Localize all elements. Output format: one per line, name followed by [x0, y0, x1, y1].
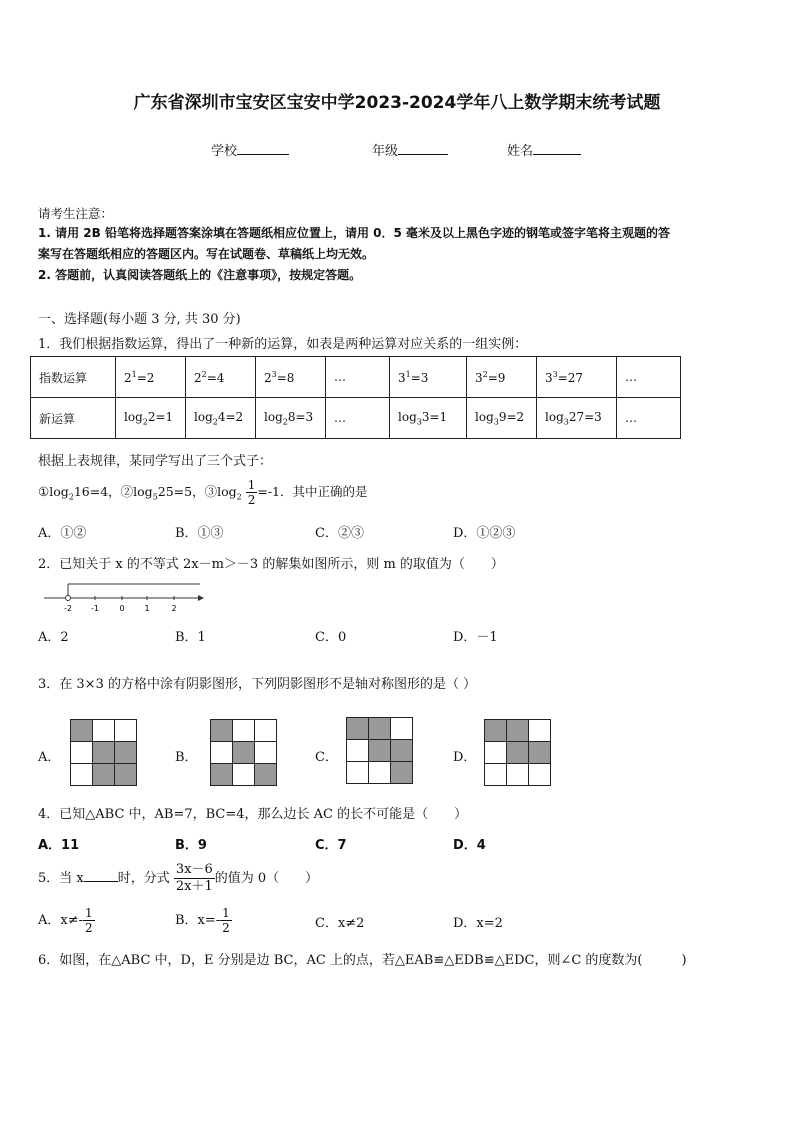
- tick-label: 0: [119, 604, 125, 613]
- q3-grid-b: [210, 719, 277, 786]
- stem-part: 的值为 0（ ）: [214, 871, 319, 886]
- grade-label: 年级: [372, 144, 399, 159]
- grid-cell: [115, 720, 137, 742]
- grid-cell: [485, 720, 507, 742]
- fraction: $\frac{1}{2}$: [222, 906, 230, 935]
- grid-cell: [347, 740, 369, 762]
- q4-option-b[interactable]: B．9: [175, 838, 207, 853]
- notice-line-2: 2. 答题前，认真阅读答题纸上的《注意事项》，按规定答题。: [38, 268, 362, 282]
- grid-cell: [391, 718, 413, 740]
- grid-cell: [71, 742, 93, 764]
- table-cell: $\log_22=1$: [116, 398, 186, 439]
- q5-fraction: $\frac{3x-6}{2x+1}$: [175, 862, 213, 894]
- grid-cell: [233, 742, 255, 764]
- stem-part: 时，分式: [117, 871, 170, 886]
- grid-cell: [529, 764, 551, 786]
- table-cell: …: [617, 357, 681, 398]
- table-cell: $\log_39=2$: [467, 398, 537, 439]
- grid-cell: [93, 720, 115, 742]
- expr-sub: 2: [68, 492, 74, 502]
- tick-label: 1: [144, 604, 150, 613]
- table-cell: $3^3=27$: [537, 357, 617, 398]
- q3-grid-a: [70, 719, 137, 786]
- grid-cell: [347, 762, 369, 784]
- q1-table: [30, 356, 681, 439]
- q3-grid-d: [484, 719, 551, 786]
- grid-cell: [369, 718, 391, 740]
- notice-line-1b: 案写在答题纸相应的答题区内。写在试题卷、草稿纸上均无效。: [38, 247, 375, 261]
- number-line: [40, 580, 210, 614]
- fraction: $\frac{1}{2}$: [247, 478, 256, 507]
- expr-part: 16=4，②log: [73, 484, 153, 499]
- grid-cell: [347, 718, 369, 740]
- q5-option-a[interactable]: A．x≠- $\frac{1}{2}$: [38, 906, 93, 935]
- table-row: [31, 357, 681, 398]
- fraction: $\frac{1}{2}$: [85, 906, 93, 935]
- q2-stem: 2．已知关于 x 的不等式 2x－m＞－3 的解集如图所示，则 m 的取值为（ ）: [38, 557, 504, 572]
- name-label: 姓名: [507, 144, 534, 159]
- grid-cell: [233, 720, 255, 742]
- table-cell: $\log_24=2$: [186, 398, 256, 439]
- q3-grid-c: [346, 717, 413, 784]
- grid-cell: [507, 742, 529, 764]
- q1-option-b[interactable]: B．①③: [175, 526, 224, 541]
- q6-stem: 6．如图，在△ABC 中，D，E 分别是边 BC，AC 上的点，若△EAB≌△EDB≌△EDC，则∠C 的度数为( ): [38, 953, 687, 968]
- name-blank: [533, 142, 581, 155]
- tick-label: 2: [171, 604, 177, 613]
- grid-cell: [507, 764, 529, 786]
- grade-field: [372, 140, 448, 159]
- grade-blank: [398, 142, 448, 155]
- stem-part: 5．当 x: [38, 871, 84, 886]
- q5-option-b[interactable]: B．x=- $\frac{1}{2}$: [175, 906, 230, 935]
- expr-sub: 2: [236, 492, 242, 502]
- q2-option-a[interactable]: A．2: [38, 630, 69, 645]
- expr-part: 25=5，③log: [157, 484, 237, 499]
- q4-option-c[interactable]: C．7: [315, 838, 347, 853]
- table-cell: $3^1=3$: [390, 357, 467, 398]
- expr-part: ①log: [38, 484, 69, 499]
- table-cell: $\log_327=3$: [537, 398, 617, 439]
- q5-stem: [38, 862, 318, 895]
- q1-after: 根据上表规律，某同学写出了三个式子：: [38, 454, 273, 469]
- tick-label: -2: [64, 604, 72, 613]
- q3-option-c[interactable]: C．: [315, 750, 338, 765]
- table-row: [31, 398, 681, 439]
- q1-expressions: [38, 478, 368, 507]
- grid-cell: [233, 764, 255, 786]
- q4-option-d[interactable]: D．4: [453, 838, 486, 853]
- grid-cell: [71, 720, 93, 742]
- grid-cell: [391, 740, 413, 762]
- grid-cell: [369, 762, 391, 784]
- q1-option-a[interactable]: A．①②: [38, 526, 87, 541]
- table-cell: …: [617, 398, 681, 439]
- grid-cell: [93, 764, 115, 786]
- q2-option-c[interactable]: C．0: [315, 630, 347, 645]
- expr-part: =-1．其中正确的是: [257, 484, 368, 499]
- q1-stem: 1．我们根据指数运算，得出了一种新的运算，如表是两种运算对应关系的一组实例：: [38, 337, 528, 352]
- school-label: 学校: [211, 144, 238, 159]
- page-title: 广东省深圳市宝安区宝安中学2023-2024学年八上数学期末统考试题: [133, 93, 661, 113]
- q2-option-b[interactable]: B．1: [175, 630, 206, 645]
- grid-cell: [255, 720, 277, 742]
- q2-option-d[interactable]: D．－1: [453, 630, 498, 645]
- row-label: 指数运算: [31, 357, 116, 398]
- grid-cell: [485, 764, 507, 786]
- grid-cell: [211, 720, 233, 742]
- grid-cell: [485, 742, 507, 764]
- tick-label: -1: [91, 604, 99, 613]
- table-cell: $2^3=8$: [256, 357, 326, 398]
- q5-blank: [84, 869, 118, 882]
- row-label: 新运算: [31, 398, 116, 439]
- grid-cell: [529, 720, 551, 742]
- q3-option-a[interactable]: A．: [38, 750, 61, 765]
- notice-heading: 请考生注意：: [38, 206, 114, 221]
- q1-option-d[interactable]: D．①②③: [453, 526, 516, 541]
- table-cell: $3^2=9$: [467, 357, 537, 398]
- grid-cell: [71, 764, 93, 786]
- grid-cell: [255, 764, 277, 786]
- axis-arrow: [198, 595, 204, 601]
- grid-cell: [115, 764, 137, 786]
- grid-cell: [255, 742, 277, 764]
- q5-option-c[interactable]: C．x≠2: [315, 916, 365, 931]
- table-cell: $\log_28=3$: [256, 398, 326, 439]
- q3-stem: 3．在 3×3 的方格中涂有阴影图形，下列阴影图形不是轴对称图形的是（ ）: [38, 677, 477, 692]
- school-field: [211, 140, 289, 159]
- grid-cell: [529, 742, 551, 764]
- grid-cell: [93, 742, 115, 764]
- q4-stem: 4．已知△ABC 中，AB=7，BC=4，那么边长 AC 的长不可能是（ ）: [38, 807, 468, 822]
- grid-cell: [211, 742, 233, 764]
- table-cell: $2^2=4$: [186, 357, 256, 398]
- open-circle: [66, 596, 71, 601]
- notice-line-1a: 1. 请用 2B 铅笔将选择题答案涂填在答题纸相应位置上，请用 0．5 毫米及以上黑色字迹的钢笔或签字笔将主观题的答: [38, 226, 670, 240]
- expr-sub: 5: [152, 492, 158, 502]
- table-cell: …: [326, 357, 390, 398]
- grid-cell: [211, 764, 233, 786]
- grid-cell: [507, 720, 529, 742]
- table-cell: $\log_33=1$: [390, 398, 467, 439]
- q1-option-c[interactable]: C．②③: [315, 526, 364, 541]
- q4-option-a[interactable]: A．11: [38, 838, 80, 853]
- table-cell: $2^1=2$: [116, 357, 186, 398]
- q3-option-b[interactable]: B．: [175, 750, 198, 765]
- table-cell: …: [326, 398, 390, 439]
- grid-cell: [115, 742, 137, 764]
- section-heading: 一、选择题(每小题 3 分, 共 30 分): [38, 312, 241, 327]
- school-blank: [237, 142, 289, 155]
- grid-cell: [369, 740, 391, 762]
- name-field: [507, 140, 581, 159]
- q3-option-d[interactable]: D．: [453, 750, 477, 765]
- grid-cell: [391, 762, 413, 784]
- q5-option-d[interactable]: D．x=2: [453, 916, 503, 931]
